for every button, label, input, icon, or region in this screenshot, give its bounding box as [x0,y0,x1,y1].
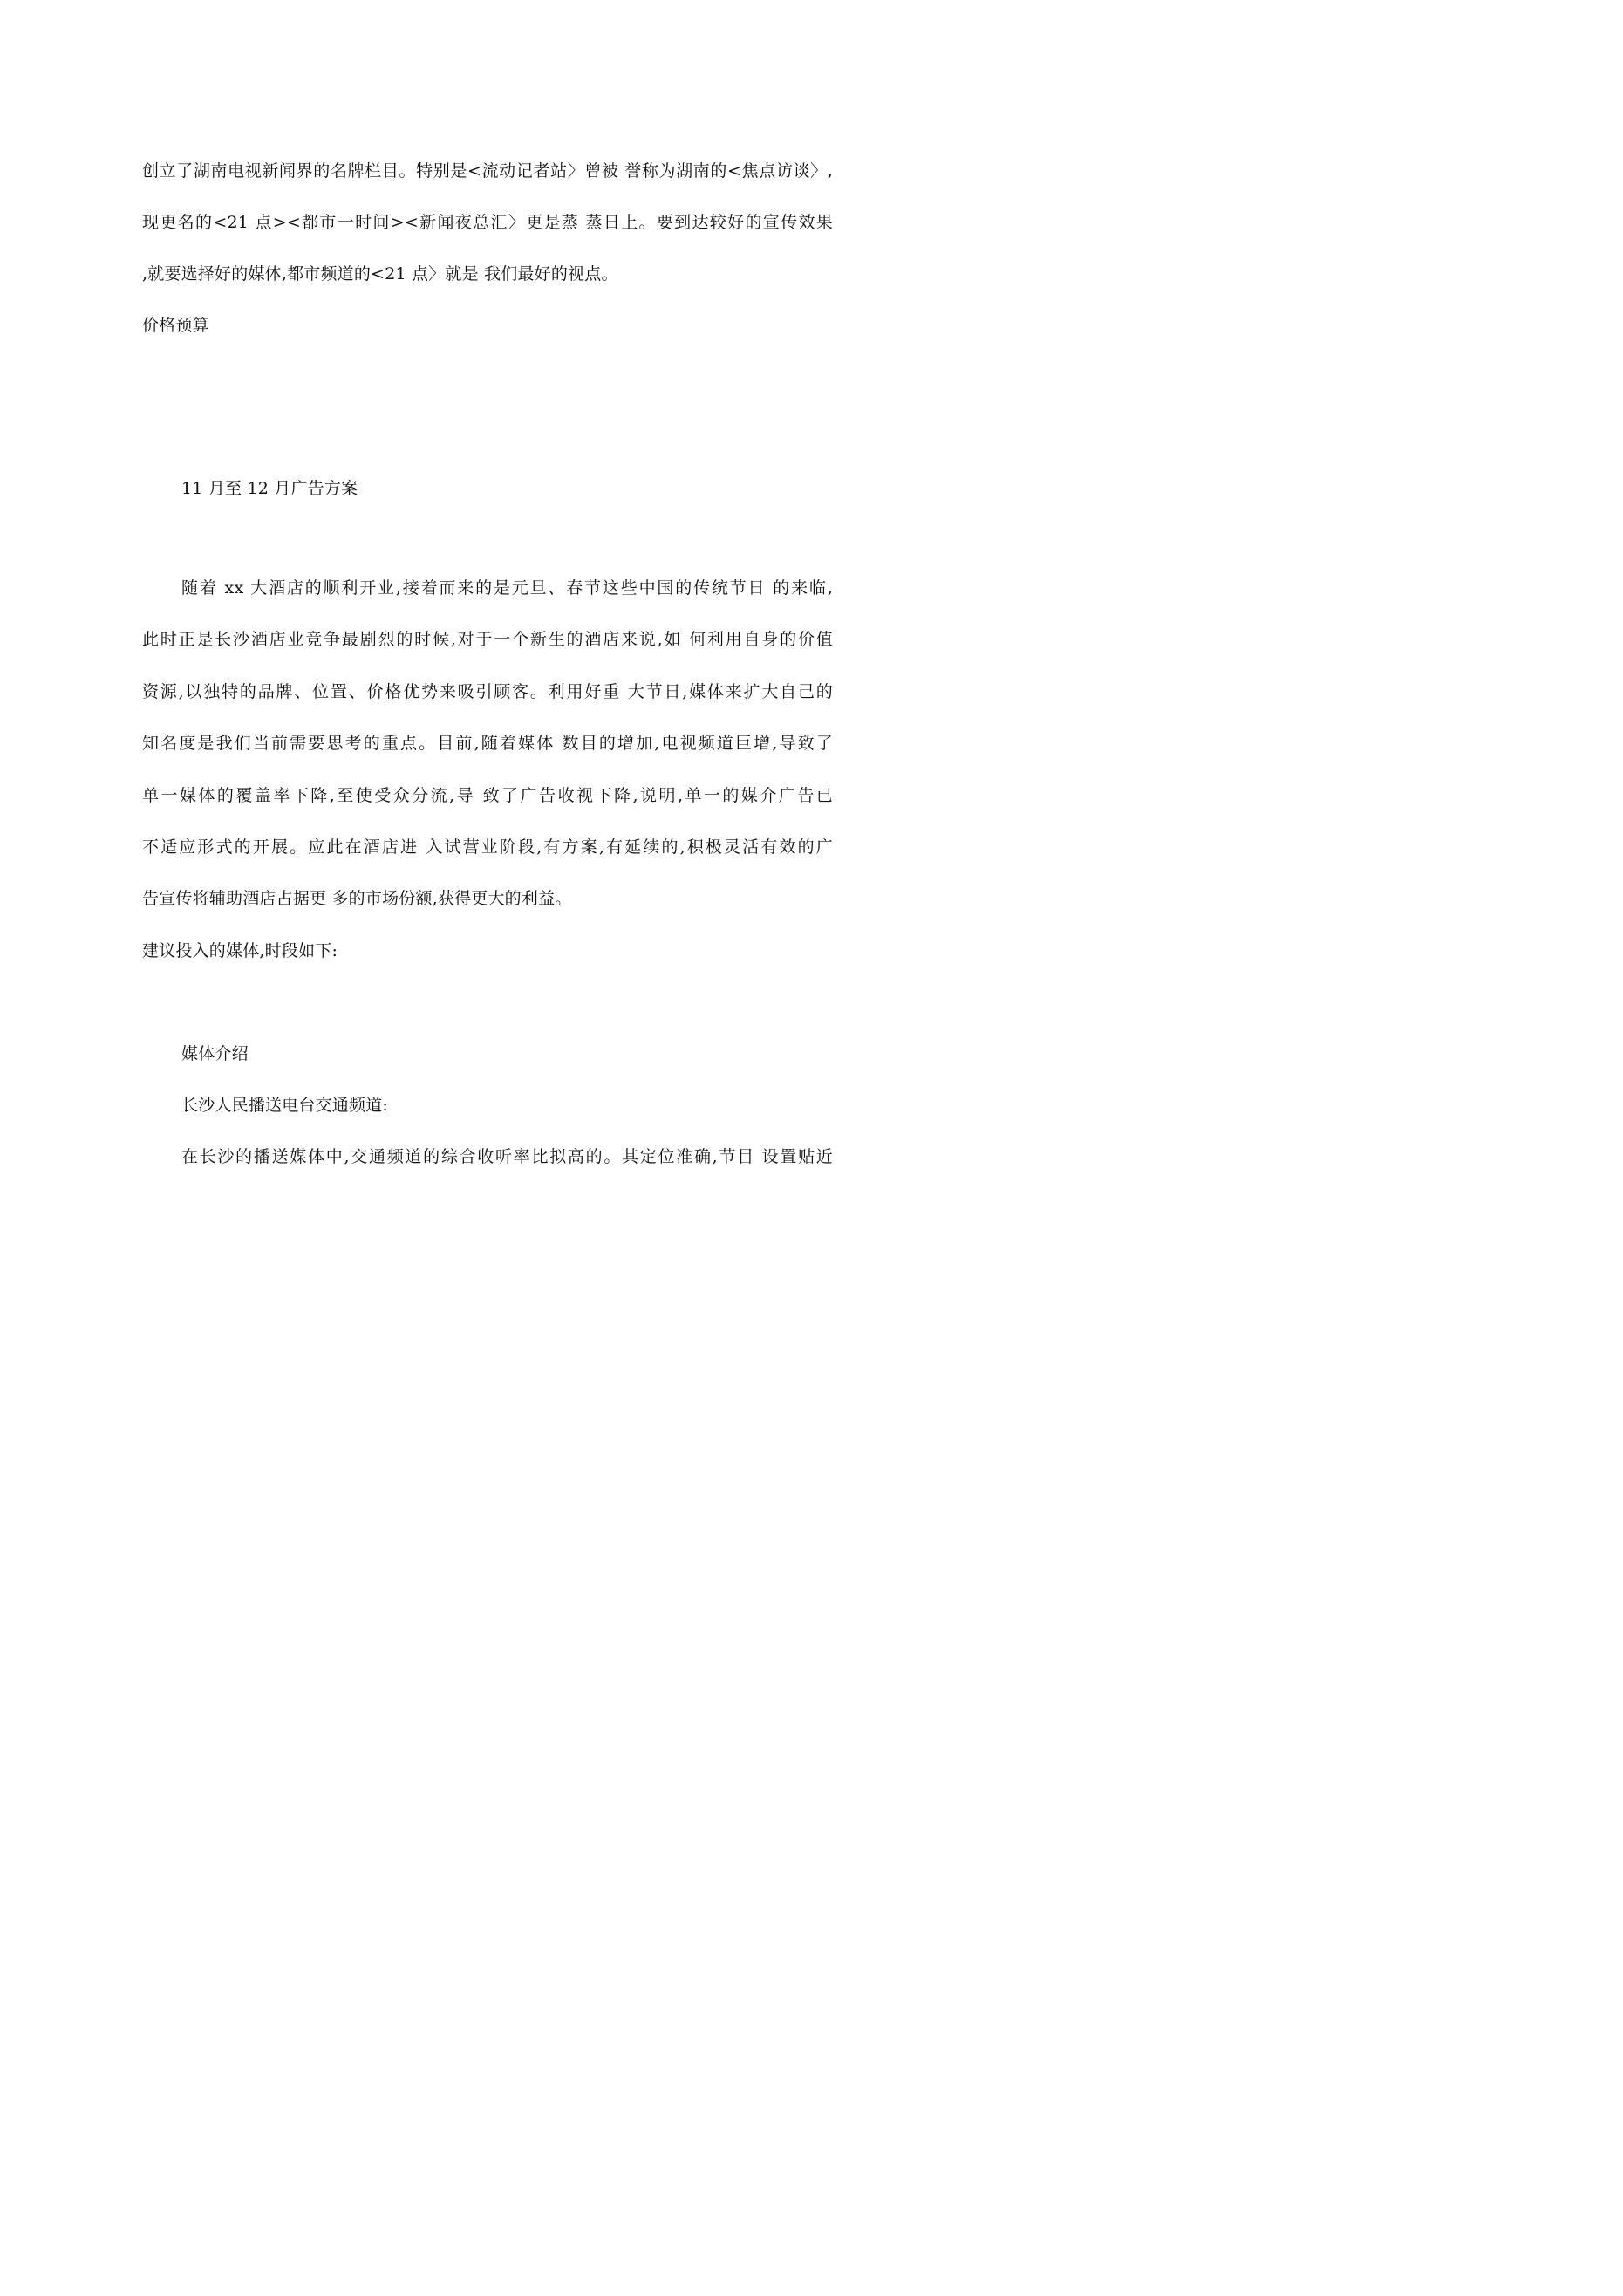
paragraph-line: 不适应形式的开展。应此在酒店进 入试营业阶段,有方案,有延续的,积极灵活有效的广 [142,837,833,857]
section-heading-price: 价格预算 [142,316,209,335]
media-intro-line: 建议投入的媒体,时段如下: [142,941,338,960]
paragraph-line: ,就要选择好的媒体,都市频道的<21 点〉就是 我们最好的视点。 [142,264,618,284]
document-page [0,0,959,1357]
paragraph-line: 创立了湖南电视新闻界的名牌栏目。特别是<流动记者站〉曾被 誉称为湖南的<焦点访谈〉, [142,161,833,181]
paragraph-line: 知名度是我们当前需要思考的重点。目前,随着媒体 数目的增加,电视频道巨增,导致了 [142,734,833,753]
paragraph-line: 在长沙的播送媒体中,交通频道的综合收听率比拟高的。其定位准确,节目 设置贴近 [181,1147,833,1166]
paragraph-line: 资源,以独特的品牌、位置、价格优势来吸引顾客。利用好重 大节日,媒体来扩大自己的 [142,682,833,701]
paragraph-line: 此时正是长沙酒店业竞争最剧烈的时候,对于一个新生的酒店来说,如 何利用自身的价值 [142,630,833,649]
paragraph-line: 告宣传将辅助酒店占据更 多的市场份额,获得更大的利益。 [142,889,572,908]
paragraph-line: 现更名的<21 点><都市一时间><新闻夜总汇〉更是蒸 蒸日上。要到达较好的宣传效果 [142,213,833,232]
section-heading-media: 媒体介绍 [181,1044,249,1063]
paragraph-line: 随着 xx 大酒店的顺利开业,接着而来的是元旦、春节这些中国的传统节日 的来临, [181,578,833,598]
paragraph-line: 单一媒体的覆盖率下降,至使受众分流,导 致了广告收视下降,说明,单一的媒介广告已 [142,786,833,805]
section-heading-plan: 11 月至 12 月广告方案 [181,479,358,498]
section-heading-station: 长沙人民播送电台交通频道: [181,1096,389,1115]
